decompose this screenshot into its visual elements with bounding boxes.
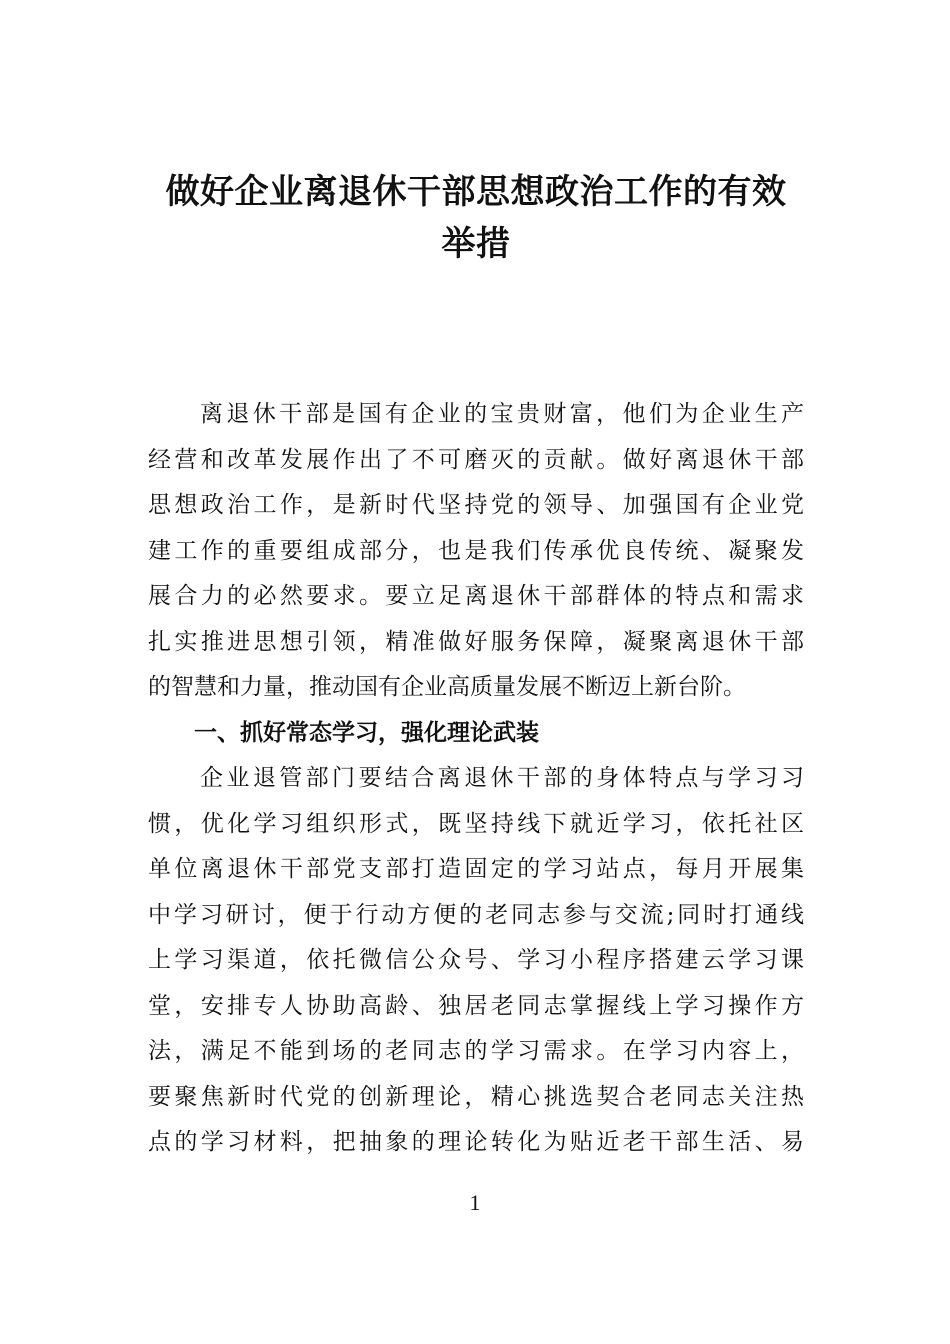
paragraph-line: 的智慧和力量，推动国有企业高质量发展不断迈上新台阶。 xyxy=(148,674,746,700)
document-body xyxy=(148,392,804,1166)
paragraph-line: 企业退管部门要结合离退休干部的身体特点与学习习 xyxy=(200,765,804,791)
page-number: 1 xyxy=(469,1190,481,1215)
title-line-2: 举措 xyxy=(441,224,511,264)
paragraph-line: 中学习研讨，便于行动方便的老同志参与交流;同时打通线 xyxy=(148,901,804,928)
section-heading-1: 一、抓好常态学习，强化理论武装 xyxy=(194,719,539,746)
title-line-1: 做好企业离退休干部思想政治工作的有效 xyxy=(165,172,787,212)
paragraph-1 xyxy=(148,392,804,711)
paragraph-line: 点的学习材料，把抽象的理论转化为贴近老干部生活、易 xyxy=(148,1129,804,1155)
paragraph-line: 离退休干部是国有企业的宝贵财富，他们为企业生产 xyxy=(200,401,804,427)
paragraph-line: 要聚焦新时代党的创新理论，精心挑选契合老同志关注热 xyxy=(148,1083,804,1110)
paragraph-line: 建工作的重要组成部分，也是我们传承优良传统、凝聚发 xyxy=(148,537,804,564)
paragraph-line: 扎实推进思想引领，精准做好服务保障，凝聚离退休干部 xyxy=(148,628,804,655)
paragraph-line: 上学习渠道，依托微信公众号、学习小程序搭建云学习课 xyxy=(148,947,804,973)
paragraph-line: 法，满足不能到场的老同志的学习需求。在学习内容上， xyxy=(148,1038,804,1064)
paragraph-line: 惯，优化学习组织形式，既坚持线下就近学习，依托社区 xyxy=(148,810,804,837)
paragraph-line: 堂，安排专人协助高龄、独居老同志掌握线上学习操作方 xyxy=(148,992,804,1019)
paragraph-line: 经营和改革发展作出了不可磨灭的贡献。做好离退休干部 xyxy=(148,446,804,473)
document-title xyxy=(148,166,804,270)
paragraph-line: 展合力的必然要求。要立足离退休干部群体的特点和需求 xyxy=(148,583,804,609)
paragraph-line: 思想政治工作，是新时代坚持党的领导、加强国有企业党 xyxy=(148,492,804,518)
paragraph-2 xyxy=(148,756,804,1166)
paragraph-line: 单位离退休干部党支部打造固定的学习站点，每月开展集 xyxy=(148,856,804,882)
